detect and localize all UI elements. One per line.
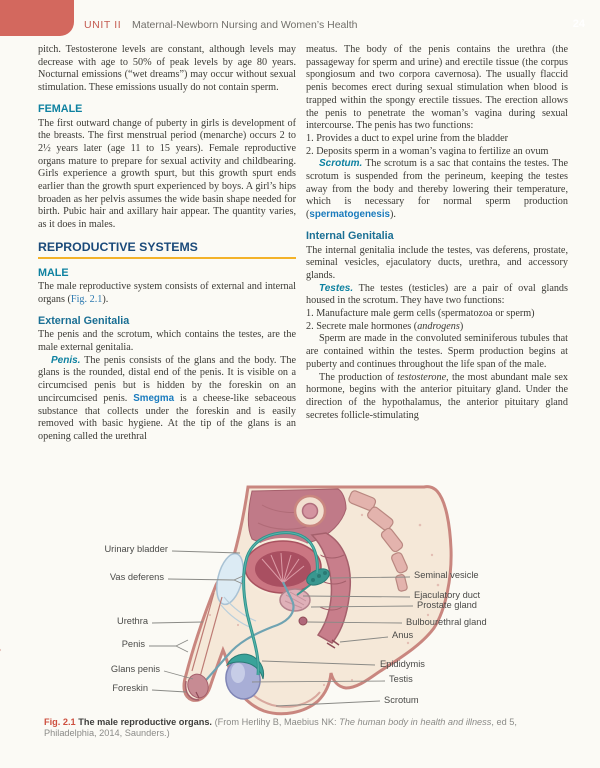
caption-source-end: , ed 5, Philadelphia, 2014, Saunders.) — [44, 717, 517, 738]
figure-caption — [44, 717, 568, 739]
page-number-tab — [0, 0, 74, 36]
caption-title: The male reproductive organs. — [78, 717, 212, 727]
paragraph-text: The testes (testicles) are a pair of oval glands housed in the scrotum. They have two functions: — [306, 282, 568, 307]
label-scrotum: Scrotum — [384, 695, 419, 705]
list-text: Provides a duct to expel urine from the bladder — [316, 132, 508, 144]
paragraph-male-system — [38, 281, 296, 306]
paragraph-testes — [306, 283, 568, 308]
caption-source-title: The human body in health and illness — [339, 717, 492, 727]
list-text: ) — [459, 320, 464, 332]
paragraph-sperm: Sperm are made in the convoluted seminiferous tubules that are contained within the testes. Sperm production begins at puberty and continues throughout the life span of the male. — [306, 333, 568, 370]
label-anus: Anus — [392, 630, 414, 640]
term-androgens: androgens — [417, 320, 460, 332]
paragraph-text: The production of — [319, 371, 398, 383]
list-item-testes-function-1 — [306, 308, 568, 321]
heading-reproductive-systems: REPRODUCTIVE SYSTEMS — [38, 241, 296, 259]
list-text: Secrete male hormones ( — [316, 320, 418, 332]
term-spermatogenesis: spermatogenesis — [309, 209, 390, 221]
list-number: 1. — [306, 132, 314, 144]
paragraph-penis — [38, 355, 296, 444]
paragraph-text: The scrotum is a sac that contains the testes. The scrotum is suspended from the perineum, keeping the testes away from the body and thereby lowering their temperature, which is necessary for normal sperm production ( — [306, 158, 568, 221]
list-number: 2. — [306, 320, 314, 332]
term-testosterone: testosterone — [397, 371, 447, 383]
paragraph-text: The male reproductive system consists of external and internal organs ( — [38, 281, 296, 305]
leadin-testes: Testes. — [319, 282, 354, 294]
paragraph-meatus: meatus. The body of the penis contains the urethra (the passageway for sperm and urine) and erectile tissue (the corpus spongiosum and two corpora cavernosa). The usually flaccid penis becomes erect during sexual stimulation when blood is trapped within the spongy erectile tissues. The erection allows the penis to penetrate the woman’s vagina during sexual intercourse. The penis has two functions: — [306, 44, 568, 132]
label-vas-deferens: Vas deferens — [109, 572, 164, 582]
heading-internal-genitalia: Internal Genitalia — [306, 229, 394, 242]
label-foreskin: Foreskin — [112, 683, 148, 693]
fig-2-1-reference[interactable]: Fig. 2.1 — [70, 293, 103, 305]
caption-figure-number: Fig. 2.1 — [44, 717, 76, 727]
leadin-scrotum: Scrotum. — [319, 158, 363, 170]
paragraph-external-genitalia: The penis and the scrotum, which contains the testes, are the male external genitalia. — [38, 329, 296, 354]
paragraph-female-puberty: The first outward change of puberty in girls is development of the breasts. The first menstrual period (menarche) occurs 2 to 2½ years later (age 11 to 15 years). Female reproductive organs mature to prepare for sexual activity and childbearing. Girls experience a growth spurt, but this growth spurt ends earlier than the growth spurt experienced by boys. A girl’s hips broaden as her pelvis assumes the wide basin shape needed for birth. Pubic hair and axillary hair appear. The quantity varies, as it does in males. — [38, 117, 296, 231]
heading-female: FEMALE — [38, 102, 83, 115]
list-text: Deposits sperm in a woman’s vagina to fertilize an ovum — [316, 145, 549, 157]
paragraph-text: , the most abundant male sex hormone, begins with the anterior pituitary gland. Under the direction of the hypothalamus, the anterior pituitary gland secretes follicle-stimulating — [306, 371, 568, 421]
heading-male: MALE — [38, 266, 69, 279]
list-item-penis-function-1 — [306, 133, 568, 146]
paragraph-scrotum — [306, 158, 568, 222]
list-item-testes-function-2 — [306, 321, 568, 334]
label-penis: Penis — [121, 639, 145, 649]
label-bulbourethral-gland: Bulbourethral gland — [406, 617, 487, 627]
page-number: 24 — [572, 18, 585, 30]
term-smegma: Smegma — [133, 392, 175, 404]
label-ejaculatory-duct: Ejaculatory duct — [414, 590, 481, 600]
paragraph-text: ). — [390, 209, 396, 221]
label-prostate-gland: Prostate gland — [417, 600, 477, 610]
paragraph-text: The penis consists of the glans and the body. The glans is the rounded, distal end of the penis. It is visible on a circumcised penis but is hidden by the foreskin on an uncircumcised penis. — [38, 354, 296, 404]
list-number: 2. — [306, 145, 314, 157]
caption-source: (From Herlihy B, Maebius NK: — [214, 717, 340, 727]
bulbourethral-gland — [299, 617, 307, 625]
label-glans-penis: Glans penis — [110, 664, 160, 674]
list-text: Manufacture male germ cells (spermatozoa or sperm) — [316, 308, 535, 320]
paragraph-testosterone-production — [306, 372, 568, 423]
unit-title: Maternal-Newborn Nursing and Women’s Health — [132, 19, 358, 31]
label-seminal-vesicle: Seminal vesicle — [414, 570, 479, 580]
label-epididymis: Epididymis — [380, 659, 425, 669]
paragraph-text: ). — [102, 293, 109, 305]
paragraph-text: is a cheese-like sebaceous substance that collects under the foreskin and is easily removed with basic hygiene. At the tip of the glans is an opening called the urethral — [38, 392, 296, 442]
label-urinary-bladder: Urinary bladder — [104, 544, 168, 554]
unit-label: UNIT II — [84, 19, 122, 31]
text-column-right — [306, 44, 568, 488]
label-testis: Testis — [389, 674, 413, 684]
leadin-penis: Penis. — [51, 354, 81, 366]
paragraph-internal-genitalia: The internal genitalia include the testes, vas deferens, prostate, seminal vesicles, ejaculatory ducts, urethra, and accessory glands. — [306, 244, 568, 281]
list-number: 1. — [306, 308, 314, 320]
paragraph-testosterone: pitch. Testosterone levels are constant, although levels may decrease with age to 50% of peak levels by age 80 years. Nocturnal emissions (“wet dreams”) may occur without sexual stimulation. These emissions usually do not contain sperm. — [38, 44, 296, 94]
label-urethra: Urethra — [116, 616, 148, 626]
list-item-penis-function-2 — [306, 146, 568, 159]
heading-external-genitalia: External Genitalia — [38, 314, 130, 327]
text-column-left — [38, 44, 296, 488]
sigmoid-ring — [295, 496, 325, 526]
